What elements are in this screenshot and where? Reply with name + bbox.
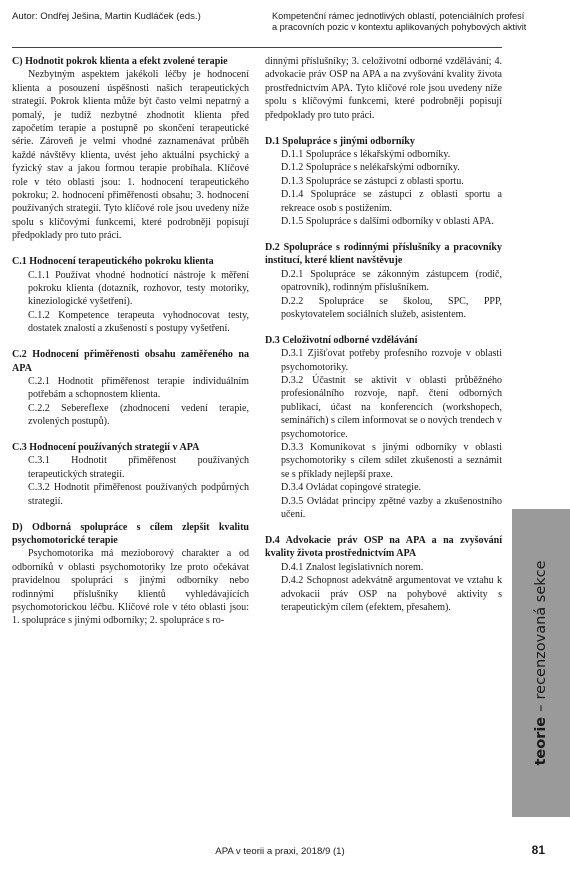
competence-item: D.2.1 Spolupráce se zákonným zástupcem (rodič, opatrovník), rodinným příslušníkem. xyxy=(281,268,502,294)
competence-item: D.3.5 Ovládat principy zpětné vazby a zkušenostního učení. xyxy=(281,495,502,521)
section-heading: C.1 Hodnocení terapeutického pokroku klienta xyxy=(12,256,214,268)
header-divider xyxy=(12,47,502,48)
side-tab-word-reviewed: recenzovaná sekce xyxy=(533,560,549,700)
competence-item: D.1.2 Spolupráce s nelékařskými odborníky. xyxy=(281,162,460,174)
right-text-column xyxy=(265,55,502,614)
body-paragraph: dinnými příslušníky; 3. celoživotní odborné vzdělávání; 4. advokacie práv OSP na APA a na zvyšování kvality života prostřednictvím APA. Tyto klíčové role jsou uvedeny níže spolu s klíčovými funkcemi, které podrobněji popisují předpoklady pro tuto práci. xyxy=(265,56,502,121)
running-header-title xyxy=(272,11,527,34)
competence-item: D.1.1 Spolupráce s lékařskými odborníky. xyxy=(281,148,451,160)
competence-item: C.2.2 Sebereflexe (zhodnocení vedení terapie, zvolených postupů). xyxy=(28,402,249,428)
body-paragraph: Psychomotorika má mezioborový charakter a od odborníků v oblasti psychomotoriky lze proto očekávat pravidelnou spolupráci s jinými odborníky nebo rodinnými příslušníky klientů vyhledávajících psychomotorickou léčbu. Klíčové role v této oblasti jsou: 1. spolupráce s jinými odborníky; 2. spolupráce s ro- xyxy=(12,548,249,627)
side-tab-word-theory: teorie xyxy=(533,716,549,766)
competence-item: C.1.1 Používat vhodné hodnotící nástroje k měření pokroku klienta (dotazník, rozhovor, testy motoriky, kineziologické vyšetření). xyxy=(28,269,249,308)
competence-item: C.3.2 Hodnotit přiměřenost používaných podpůrných strategií. xyxy=(28,482,249,507)
left-text-column xyxy=(12,55,249,628)
competence-item: D.3.4 Ovládat copingové strategie. xyxy=(281,482,422,494)
section-heading: D.2 Spolupráce s rodinnými příslušníky a pracovníky institucí, které klient navštěvuje xyxy=(265,241,502,267)
section-heading: D.3 Celoživotní odborné vzdělávání xyxy=(265,334,418,346)
competence-item: D.3.2 Účastnit se aktivit v oblasti průběžného profesionálního rozvoje, např. čtení odborných publikací, účast na konferencích (workshopech, seminářích) s cílem informovat se o nových trendech v psychomotorice. xyxy=(281,375,502,440)
section-side-tab xyxy=(512,509,570,817)
side-tab-dash: – xyxy=(533,704,549,712)
competence-item: D.4.1 Znalost legislativních norem. xyxy=(281,561,424,573)
competence-item: D.1.4 Spolupráce se zástupci z oblasti sportu a rekreace osob s postižením. xyxy=(281,189,502,214)
body-paragraph: Nezbytným aspektem jakékoli léčby je hodnocení klienta a posouzení úspěšnosti našich terapeutických strategií. Pokrok klienta může být často velmi nepatrný a pomalý, je tudíž nezbytné zhodnotit klienta před započetím terapie a postupně po skončení terapeutické série. Zároveň je velmi vhodné zaznamenávat průběh každé návštěvy klienta, uvést jeho aktuální psychický a fyzický stav a jakou formou terapie probíhala. Klíčové role v této oblasti jsou: 1. hodnocení terapeutického pokroku; 2. hodnocení přiměřenosti obsahu; 3. hodnocení používaných strategií. Tyto klíčové role jsou uvedeny níže spolu s klíčovými funkcemi, které podrobněji popisují předpoklady pro tuto práci. xyxy=(12,69,249,242)
competence-item: D.1.5 Spolupráce s dalšími odborníky v oblasti APA. xyxy=(281,215,494,227)
section-heading: C.2 Hodnocení přiměřenosti obsahu zaměřeného na APA xyxy=(12,349,249,374)
competence-item: D.3.3 Komunikovat s jinými odborníky v oblasti psychomotoriky s cílem sdílet zkušenosti a seznámit se s příklady nejlepší praxe. xyxy=(281,442,502,480)
running-header-title-line-1: Kompetenční rámec jednotlivých oblastí, potenciálních profesí xyxy=(272,11,525,21)
section-heading: D) Odborná spolupráce s cílem zlepšit kvalitu psychomotorické terapie xyxy=(12,521,249,546)
running-header-authors: Autor: Ondřej Ješina, Martin Kudláček (eds.) xyxy=(12,11,201,22)
section-heading: D.1 Spolupráce s jinými odborníky xyxy=(265,135,415,147)
competence-item: D.2.2 Spolupráce se školou, SPC, PPP, poskytovatelem sociálních služeb, asistentem. xyxy=(281,295,502,320)
competence-item: C.2.1 Hodnotit přiměřenost terapie individuálním potřebám a schopnostem klienta. xyxy=(28,375,249,401)
section-heading: D.4 Advokacie práv OSP na APA a na zvyšování kvality života prostřednictvím APA xyxy=(265,535,502,560)
competence-item: D.1.3 Spolupráce se zástupci z oblasti sportu. xyxy=(281,175,464,187)
running-header-title-line-2: a pracovních pozic v kontextu aplikovaných pohybových aktivit xyxy=(272,22,527,33)
section-heading: C.3 Hodnocení používaných strategií v APA xyxy=(12,442,200,454)
competence-item: D.4.2 Schopnost adekvátně argumentovat ve vztahu k advokacii práv OSP na pohybové aktivity s terapeutickým cílem (efektem, přesahem). xyxy=(281,575,502,614)
competence-item: C.3.1 Hodnotit přiměřenost používaných terapeutických strategií. xyxy=(28,455,249,480)
side-tab-label xyxy=(533,560,549,765)
section-heading: C) Hodnotit pokrok klienta a efekt zvolené terapie xyxy=(12,56,228,67)
competence-item: C.1.2 Kompetence terapeuta vyhodnocovat testy, dostatek znalostí a zkušeností s postupy vyšetření. xyxy=(28,309,249,335)
page-number: 81 xyxy=(531,843,545,857)
competence-item: D.3.1 Zjišťovat potřeby profesního rozvoje v oblasti psychomotoriky. xyxy=(281,348,502,373)
footer-journal: APA v teorii a praxi, 2018/9 (1) xyxy=(215,846,345,857)
